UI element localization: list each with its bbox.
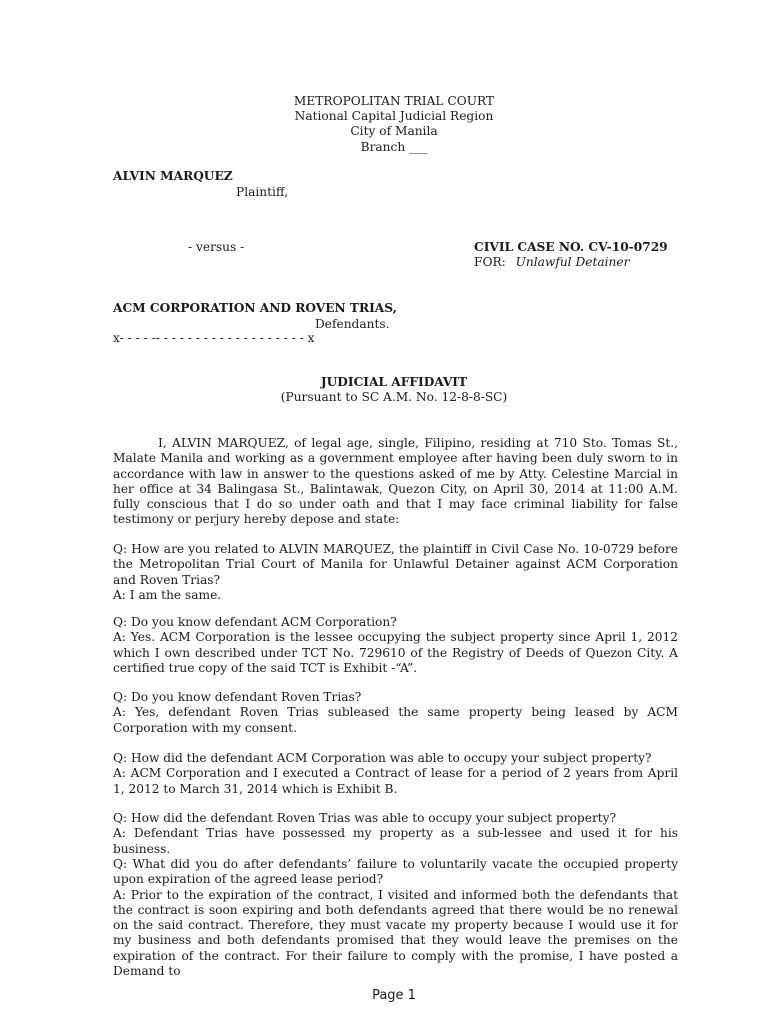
answer: A: Defendant Trias have possessed my property as a sub-lessee and used it for his business. xyxy=(113,826,678,856)
qa-item xyxy=(113,857,678,979)
question: Q: Do you know defendant Roven Trias? xyxy=(113,690,362,704)
intro-paragraph xyxy=(113,436,678,528)
city: City of Manila xyxy=(350,124,438,138)
answer: A: Yes, defendant Roven Trias subleased the same property being leased by ACM Corporation with my consent. xyxy=(113,705,678,735)
answer: A: I am the same. xyxy=(113,587,222,602)
qa-item xyxy=(113,690,678,736)
for-value: Unlawful Detainer xyxy=(515,255,630,269)
qa-item xyxy=(113,615,678,676)
question: Q: Do you know defendant ACM Corporation? xyxy=(113,615,397,629)
defendants-label: Defendants. xyxy=(315,317,390,331)
caption-separator: x- - - - -- - - - - - - - - - - - - - - - - - - x xyxy=(113,331,315,345)
question: Q: How did the defendant Roven Trias was able to occupy your subject property? xyxy=(113,811,617,825)
versus-label: - versus - xyxy=(188,240,245,254)
qa-item xyxy=(113,542,678,603)
plaintiff-label: Plaintiff, xyxy=(236,185,289,199)
for-label: FOR: xyxy=(474,255,506,269)
intro-text: I, ALVIN MARQUEZ, of legal age, single, Filipino, residing at 710 Sto. Tomas St., Malate Manila and working as a government employee after having been duly sworn to in accordance with law in answer to the questions asked of me by Atty. Celestine Marcial in her office at 34 Balingasa St., Balintawak, Quezon City, on April 30, 2014 at 11:00 A.M. fully conscious that I do so under oath and that I may face criminal liability for false testimony or perjury hereby depose and state: xyxy=(113,436,678,527)
qa-item xyxy=(113,751,678,797)
case-number: CIVIL CASE NO. CV-10-0729 xyxy=(474,240,668,254)
court-name: METROPOLITAN TRIAL COURT xyxy=(293,94,495,108)
question: Q: How are you related to ALVIN MARQUEZ, the plaintiff in Civil Case No. 10-0729 before the Metropolitan Trial Court of Manila for Unlawful Detainer against ACM Corporation and Roven Trias? xyxy=(113,542,678,587)
plaintiff-name: ALVIN MARQUEZ xyxy=(113,169,233,183)
answer: A: Prior to the expiration of the contract, I visited and informed both the defendants that the contract is soon expiring and both defendants agreed that there would be no renewal on the said contract. Therefore, they must vacate my property because I would use it for my business and both defendants promised that they would leave the premises on the expiration of the contract. For their failure to comply with the promise, I have posted a Demand to xyxy=(113,887,678,979)
judicial-region: National Capital Judicial Region xyxy=(294,109,494,123)
page-number: Page 1 xyxy=(372,988,416,1003)
answer: A: Yes. ACM Corporation is the lessee occupying the subject property since April 1, 2012 which I own described under TCT No. 729610 of the Registry of Deeds of Quezon City. A certified true copy of the said TCT is Exhibit -“A”. xyxy=(113,630,678,675)
qa-item xyxy=(113,811,678,857)
case-subject xyxy=(474,255,629,270)
document-title: JUDICIAL AFFIDAVIT xyxy=(320,375,468,389)
question: Q: How did the defendant ACM Corporation was able to occupy your subject property? xyxy=(113,751,652,765)
branch: Branch ___ xyxy=(360,140,428,154)
question: Q: What did you do after defendants’ failure to voluntarily vacate the occupied property upon expiration of the agreed lease period? xyxy=(113,857,678,887)
defendants-name: ACM CORPORATION AND ROVEN TRIAS, xyxy=(113,301,397,315)
answer: A: ACM Corporation and I executed a Contract of lease for a period of 2 years from April 1, 2012 to March 31, 2014 which is Exhibit B. xyxy=(113,766,678,796)
document-subtitle: (Pursuant to SC A.M. No. 12-8-8-SC) xyxy=(280,390,508,404)
